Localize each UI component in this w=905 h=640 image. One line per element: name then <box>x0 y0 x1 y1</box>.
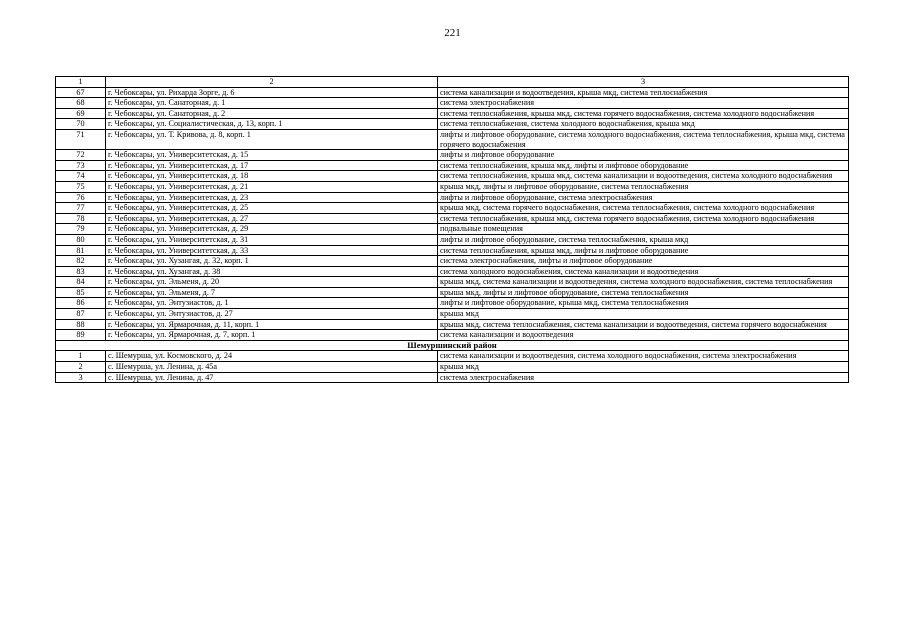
row-works: система теплоснабжения, система холодного водоснабжения, крыша мкд <box>438 119 849 130</box>
row-number: 2 <box>56 362 106 373</box>
row-number: 85 <box>56 287 106 298</box>
row-address: г. Чебоксары, ул. Университетская, д. 21 <box>106 181 438 192</box>
row-address: г. Чебоксары, ул. Университетская, д. 29 <box>106 224 438 235</box>
row-works: лифты и лифтовое оборудование <box>438 150 849 161</box>
table-row <box>56 213 849 224</box>
row-address: г. Чебоксары, ул. Санаторная, д. 1 <box>106 98 438 109</box>
row-number: 86 <box>56 298 106 309</box>
table-header-row <box>56 77 849 88</box>
row-works: система электроснабжения <box>438 98 849 109</box>
row-address: г. Чебоксары, ул. Хузангая, д. 38 <box>106 266 438 277</box>
row-address: г. Чебоксары, ул. Т. Кривова, д. 8, корп. 1 <box>106 129 438 149</box>
row-works: крыша мкд, лифты и лифтовое оборудование, система теплоснабжения <box>438 181 849 192</box>
row-address: г. Чебоксары, ул. Эльменя, д. 20 <box>106 277 438 288</box>
row-number: 80 <box>56 234 106 245</box>
row-works: система электроснабжения <box>438 372 849 383</box>
row-address: г. Чебоксары, ул. Университетская, д. 33 <box>106 245 438 256</box>
row-number: 89 <box>56 330 106 341</box>
table-row <box>56 203 849 214</box>
row-address: г. Чебоксары, ул. Санаторная, д. 2 <box>106 108 438 119</box>
row-number: 69 <box>56 108 106 119</box>
row-address: г. Чебоксары, ул. Университетская, д. 18 <box>106 171 438 182</box>
row-number: 82 <box>56 256 106 267</box>
row-address: г. Чебоксары, ул. Хузангая, д. 32, корп. 1 <box>106 256 438 267</box>
table-row <box>56 362 849 373</box>
row-address: г. Чебоксары, ул. Эльменя, д. 7 <box>106 287 438 298</box>
row-works: лифты и лифтовое оборудование, система теплоснабжения, крыша мкд <box>438 234 849 245</box>
row-address: г. Чебоксары, ул. Университетская, д. 17 <box>106 160 438 171</box>
section-title: Шемуршинский район <box>56 340 849 351</box>
table-row <box>56 98 849 109</box>
table-row <box>56 108 849 119</box>
row-number: 75 <box>56 181 106 192</box>
table-row <box>56 234 849 245</box>
table-row <box>56 119 849 130</box>
row-number: 76 <box>56 192 106 203</box>
row-number: 70 <box>56 119 106 130</box>
header-cell-address: 2 <box>106 77 438 88</box>
section-row <box>56 340 849 351</box>
table-row <box>56 319 849 330</box>
row-address: г. Чебоксары, ул. Университетская, д. 31 <box>106 234 438 245</box>
table-row <box>56 181 849 192</box>
row-works: система канализации и водоотведения <box>438 330 849 341</box>
row-works: система теплоснабжения, крыша мкд, система горячего водоснабжения, система холодного водоснабжения <box>438 108 849 119</box>
row-works: крыша мкд, система теплоснабжения, система канализации и водоотведения, система горячего водоснабжения <box>438 319 849 330</box>
table-row <box>56 298 849 309</box>
row-works: крыша мкд, лифты и лифтовое оборудование, система теплоснабжения <box>438 287 849 298</box>
row-number: 78 <box>56 213 106 224</box>
row-address: г. Чебоксары, ул. Ярмарочная, д. 7, корп. 1 <box>106 330 438 341</box>
row-works: система теплоснабжения, крыша мкд, система канализации и водоотведения, система холодного водоснабжения <box>438 171 849 182</box>
row-works: система электроснабжения, лифты и лифтовое оборудование <box>438 256 849 267</box>
table-row <box>56 351 849 362</box>
row-works: система теплоснабжения, крыша мкд, система горячего водоснабжения, система холодного водоснабжения <box>438 213 849 224</box>
row-works: крыша мкд, система горячего водоснабжения, система теплоснабжения, система холодного водоснабжения <box>438 203 849 214</box>
table-row <box>56 256 849 267</box>
page-number: 221 <box>444 27 461 39</box>
row-number: 87 <box>56 309 106 320</box>
table-row <box>56 160 849 171</box>
table-row <box>56 277 849 288</box>
row-works: крыша мкд <box>438 309 849 320</box>
table-row <box>56 87 849 98</box>
table-row <box>56 330 849 341</box>
row-works: подвальные помещения <box>438 224 849 235</box>
header-cell-number: 1 <box>56 77 106 88</box>
row-address: г. Чебоксары, ул. Университетская, д. 27 <box>106 213 438 224</box>
row-works: крыша мкд <box>438 362 849 373</box>
row-number: 1 <box>56 351 106 362</box>
header-cell-works: 3 <box>438 77 849 88</box>
row-number: 72 <box>56 150 106 161</box>
row-number: 81 <box>56 245 106 256</box>
row-works: крыша мкд, система канализации и водоотведения, система холодного водоснабжения, система теплоснабжения <box>438 277 849 288</box>
table-row <box>56 309 849 320</box>
table-row <box>56 266 849 277</box>
row-number: 84 <box>56 277 106 288</box>
row-works: лифты и лифтовое оборудование, крыша мкд, система теплоснабжения <box>438 298 849 309</box>
row-address: г. Чебоксары, ул. Рихарда Зорге, д. 6 <box>106 87 438 98</box>
repair-table <box>55 76 849 383</box>
table-row <box>56 192 849 203</box>
row-works: лифты и лифтовое оборудование, система электроснабжения <box>438 192 849 203</box>
table-row <box>56 287 849 298</box>
row-works: лифты и лифтовое оборудование, система холодного водоснабжения, система теплоснабжения, крыша мкд, система горячего водоснабжения <box>438 129 849 149</box>
row-works: система теплоснабжения, крыша мкд, лифты и лифтовое оборудование <box>438 160 849 171</box>
row-number: 73 <box>56 160 106 171</box>
row-address: г. Чебоксары, ул. Социалистическая, д. 13, корп. 1 <box>106 119 438 130</box>
row-number: 67 <box>56 87 106 98</box>
table-row <box>56 150 849 161</box>
row-number: 77 <box>56 203 106 214</box>
row-address: г. Чебоксары, ул. Университетская, д. 25 <box>106 203 438 214</box>
table-row <box>56 245 849 256</box>
row-number: 74 <box>56 171 106 182</box>
row-works: система канализации и водоотведения, система холодного водоснабжения, система электроснабжения <box>438 351 849 362</box>
row-number: 71 <box>56 129 106 149</box>
table-row <box>56 129 849 149</box>
table-row <box>56 171 849 182</box>
table-row <box>56 224 849 235</box>
row-number: 3 <box>56 372 106 383</box>
row-address: с. Шемурша, ул. Ленина, д. 45а <box>106 362 438 373</box>
row-number: 83 <box>56 266 106 277</box>
row-address: с. Шемурша, ул. Ленина, д. 47 <box>106 372 438 383</box>
row-address: г. Чебоксары, ул. Университетская, д. 23 <box>106 192 438 203</box>
row-address: с. Шемурша, ул. Космовского, д. 24 <box>106 351 438 362</box>
row-address: г. Чебоксары, ул. Университетская, д. 15 <box>106 150 438 161</box>
row-address: г. Чебоксары, ул. Ярмарочная, д. 11, корп. 1 <box>106 319 438 330</box>
row-works: система канализации и водоотведения, крыша мкд, система теплоснабжения <box>438 87 849 98</box>
row-works: система холодного водоснабжения, система канализации и водоотведения <box>438 266 849 277</box>
row-number: 68 <box>56 98 106 109</box>
row-number: 88 <box>56 319 106 330</box>
row-works: система теплоснабжения, крыша мкд, лифты и лифтовое оборудование <box>438 245 849 256</box>
row-number: 79 <box>56 224 106 235</box>
row-address: г. Чебоксары, ул. Энтузиастов, д. 27 <box>106 309 438 320</box>
table-row <box>56 372 849 383</box>
table-body <box>56 77 849 383</box>
row-address: г. Чебоксары, ул. Энтузиастов, д. 1 <box>106 298 438 309</box>
